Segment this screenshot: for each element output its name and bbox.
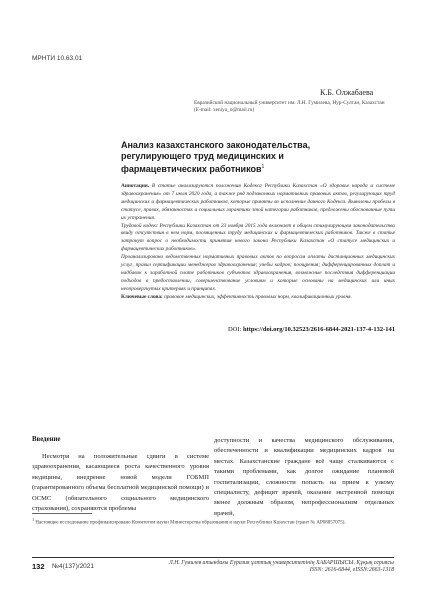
intro-heading: Введение [32, 436, 61, 443]
author-affiliation [194, 100, 394, 114]
journal-info [140, 560, 394, 574]
doi-line [160, 326, 395, 333]
abstract-label: Аннотация. [121, 183, 150, 189]
page-number: 132 [32, 562, 45, 571]
footnote-divider [32, 513, 92, 514]
keywords-line [121, 294, 395, 302]
author-name: К.Б. Олжабаева [320, 88, 374, 97]
footer-divider [32, 557, 394, 558]
abstract-block [121, 183, 395, 302]
title-footnote-mark: 1 [261, 164, 265, 170]
journal-issn: ISSN: 2616-6844, eISSN:2663-1318 [309, 567, 394, 573]
journal-name: Л.Н. Гумилев атындағы Еуразия ұлттық университетінің ХАБАРШЫСЫ. Құқық сериясы [168, 560, 394, 566]
intro-left-column: Несмотря на положительные сдвиги в системе здравоохранения, касающиеся роста качественного уровня медицины, внедрение новой модели ГОБМП (гарантированного объема бесплатной медицинской помощи) и ОСМС (обязательного социального медицинского страхования), сохраняются проблемы [32, 453, 209, 513]
issue-number: №4(137)/2021 [52, 563, 95, 570]
keywords-label: Ключевые слова: [121, 293, 163, 300]
intro-right-column: доступности и качества медицинского обслуживания, обеспеченности и квалификации медицинских кадров на местах. Казахстанские граждане всё чаще сталкиваются с такими проблемами, как долгое ожидание плановой госпитализации, сложности попасть на прием к узкому специалисту, дефицит врачей, оказание экстренной помощи менее должным образом, непрофессионализм отдельных врачей, [214, 437, 394, 517]
article-title [121, 140, 341, 175]
affiliation-line: Евразийский национальный университет им. Л.Н. Гумилева, Нур-Султан, Казахстан [194, 100, 385, 106]
title-text: Анализ казахстанского законодательства, регулирующего труд медицинских и фармацевтических работников [121, 140, 311, 174]
footnote-mark: 1 [32, 517, 35, 522]
doi-link[interactable]: https://doi.org/10.32523/2616-6844-2021-137-4-132-141 [242, 326, 395, 333]
abstract-paragraph-2: Трудовой кодекс Республики Казахстан от 23 ноября 2015 года включает в общем стимулирующем законодательство ввиду отсутствия в нем норм, посвященных труду медицинских и фармацевтических работников. Также в статье затронут вопрос о необходимости принятия нового закона Республики Казахстан «О статусе медицинских и фармацевтических работников». [121, 222, 395, 253]
rubric-code: МРНТИ 10.63.01 [32, 55, 83, 62]
footnote [32, 517, 394, 527]
footnote-text: Настоящее исследование профинансировано Комитетом науки Министерства образования и науки Республики Казахстан (грант № AP08857075). [35, 520, 346, 526]
doi-label: DOI: [227, 326, 242, 333]
author-email: (E-mail: xeniya_o@mail.ru) [194, 107, 255, 114]
abstract-text-1: В статье анализируются положения Кодекса Республики Казахстан «О здоровье народа и системе здравоохранения» от 7 июля 2020 года, а также ряд подзаконных нормативных правовых актов, регулирующих труд медицинских и фармацевтических работников, которые приняты во исполнение данного Кодекса. Выявлены пробелы в статусе, правах, обязанностях и социальных гарантиях этой категории работников, предложены обоснованные пути их устранения. [121, 183, 395, 221]
keywords-text: правовое медицинских, эффективность правовых норм, квалификационных уровня. [164, 293, 352, 300]
abstract-paragraph-3: Проанализировано ведомственных нормативных правовых актов по вопросам оплаты дистанционных медицинских услуг, правил сертификации менеджеров здравоохранения; учебы кадров; поощрения; дифференцированных доплат и надбавок к заработной плате работников субъектов здравоохранения, возможные последствия дифференциации подходов в предоставлении, совершенствование условиям и которые основаны на медицинских или иных неопровергнутых критериях и принципах. [121, 254, 395, 292]
abstract-paragraph-1 [121, 183, 395, 223]
